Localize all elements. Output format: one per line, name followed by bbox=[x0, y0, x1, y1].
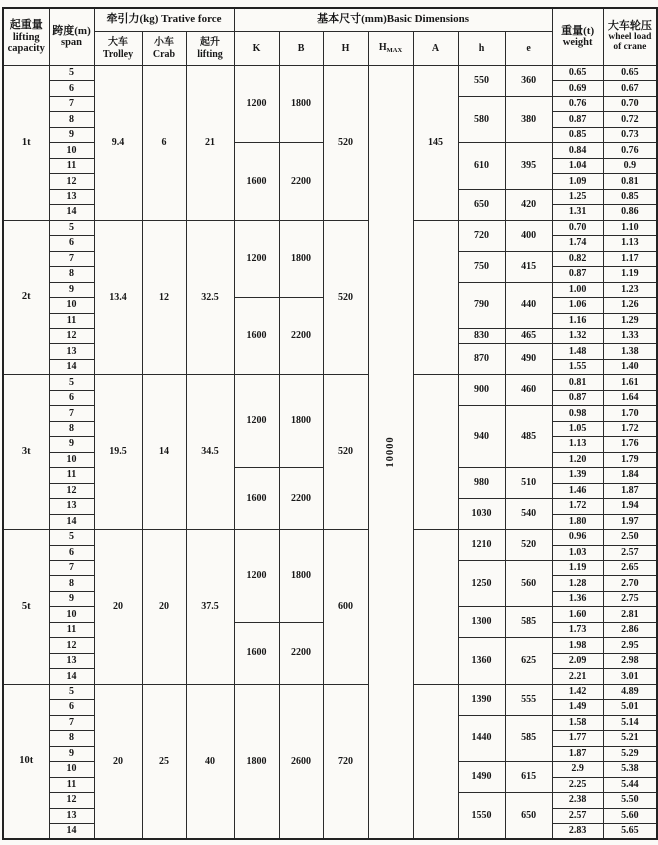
header-weight-zh: 重量(t) bbox=[561, 24, 595, 37]
wheel-load-cell: 0.73 bbox=[603, 127, 657, 142]
wheel-load-cell: 2.98 bbox=[603, 653, 657, 668]
weight-cell: 1.20 bbox=[552, 452, 603, 467]
wheel-load-cell: 0.70 bbox=[603, 96, 657, 111]
dim-b-cell: 2200 bbox=[279, 143, 323, 220]
weight-cell: 1.72 bbox=[552, 499, 603, 514]
table-row bbox=[3, 66, 657, 81]
wheel-load-cell: 5.14 bbox=[603, 715, 657, 730]
trolley-force-cell: 20 bbox=[94, 684, 142, 839]
dim-e-cell: 650 bbox=[505, 793, 552, 840]
wheel-load-cell: 5.50 bbox=[603, 793, 657, 808]
wheel-load-cell: 1.38 bbox=[603, 344, 657, 359]
span-cell: 7 bbox=[49, 251, 94, 266]
wheel-load-cell: 5.44 bbox=[603, 777, 657, 792]
span-cell: 5 bbox=[49, 220, 94, 235]
span-cell: 10 bbox=[49, 607, 94, 622]
dim-e-cell: 585 bbox=[505, 715, 552, 761]
dim-e-cell: 585 bbox=[505, 607, 552, 638]
trolley-force-cell: 20 bbox=[94, 530, 142, 685]
table-row bbox=[3, 684, 657, 699]
table-header bbox=[3, 8, 657, 66]
wheel-load-cell: 1.94 bbox=[603, 499, 657, 514]
header-wheel-load bbox=[603, 8, 657, 66]
wheel-load-cell: 1.61 bbox=[603, 375, 657, 390]
dim-a-cell bbox=[413, 375, 458, 530]
wheel-load-cell: 1.70 bbox=[603, 406, 657, 421]
weight-cell: 1.74 bbox=[552, 236, 603, 251]
wheel-load-cell: 1.40 bbox=[603, 359, 657, 374]
dim-e-cell: 555 bbox=[505, 684, 552, 715]
dim-b-cell: 2200 bbox=[279, 298, 323, 375]
wheel-load-cell: 0.67 bbox=[603, 81, 657, 96]
span-cell: 12 bbox=[49, 638, 94, 653]
dim-h-cell: 520 bbox=[323, 66, 368, 221]
weight-cell: 0.98 bbox=[552, 406, 603, 421]
weight-cell: 0.85 bbox=[552, 127, 603, 142]
subheader-lifting: 起升lifting bbox=[186, 32, 234, 66]
span-cell: 8 bbox=[49, 731, 94, 746]
wheel-load-cell: 4.89 bbox=[603, 684, 657, 699]
dim-h-small-cell: 580 bbox=[458, 96, 505, 142]
dim-k-cell: 1600 bbox=[234, 298, 279, 375]
dim-h-small-cell: 940 bbox=[458, 406, 505, 468]
dim-e-cell: 520 bbox=[505, 530, 552, 561]
weight-cell: 0.84 bbox=[552, 143, 603, 158]
span-cell: 11 bbox=[49, 777, 94, 792]
dim-e-cell: 460 bbox=[505, 375, 552, 406]
span-cell: 7 bbox=[49, 406, 94, 421]
dim-k-cell: 1600 bbox=[234, 143, 279, 220]
wheel-load-cell: 5.65 bbox=[603, 823, 657, 839]
wheel-load-cell: 1.97 bbox=[603, 514, 657, 529]
capacity-cell: 3t bbox=[3, 375, 49, 530]
dim-k-cell: 1200 bbox=[234, 220, 279, 297]
hmax-value: 10000 bbox=[384, 436, 396, 468]
span-cell: 13 bbox=[49, 344, 94, 359]
span-cell: 5 bbox=[49, 530, 94, 545]
wheel-load-cell: 5.38 bbox=[603, 762, 657, 777]
dim-h-small-cell: 550 bbox=[458, 66, 505, 97]
subheader-h: H bbox=[323, 32, 368, 66]
subheader-trolley: 大车Trolley bbox=[94, 32, 142, 66]
header-wheel-load-en2: of crane bbox=[613, 41, 647, 52]
weight-cell: 0.82 bbox=[552, 251, 603, 266]
weight-cell: 1.60 bbox=[552, 607, 603, 622]
header-wheel-load-en1: wheel load bbox=[608, 31, 652, 42]
dim-b-cell: 2200 bbox=[279, 468, 323, 530]
span-cell: 6 bbox=[49, 700, 94, 715]
dim-e-cell: 540 bbox=[505, 499, 552, 530]
span-cell: 9 bbox=[49, 127, 94, 142]
weight-cell: 1.39 bbox=[552, 468, 603, 483]
weight-cell: 1.46 bbox=[552, 483, 603, 498]
dim-h-small-cell: 750 bbox=[458, 251, 505, 282]
wheel-load-cell: 1.29 bbox=[603, 313, 657, 328]
weight-cell: 0.65 bbox=[552, 66, 603, 81]
span-cell: 5 bbox=[49, 66, 94, 81]
subheader-b: B bbox=[279, 32, 323, 66]
subheader-e: e bbox=[505, 32, 552, 66]
wheel-load-cell: 2.75 bbox=[603, 591, 657, 606]
weight-cell: 1.19 bbox=[552, 561, 603, 576]
wheel-load-cell: 1.23 bbox=[603, 282, 657, 297]
dim-a-cell: 145 bbox=[413, 66, 458, 221]
dim-h-small-cell: 1550 bbox=[458, 793, 505, 840]
subheader-crab: 小车Crab bbox=[142, 32, 186, 66]
crane-spec-table bbox=[2, 7, 658, 840]
dim-e-cell: 395 bbox=[505, 143, 552, 189]
wheel-load-cell: 5.21 bbox=[603, 731, 657, 746]
weight-cell: 2.09 bbox=[552, 653, 603, 668]
weight-cell: 0.87 bbox=[552, 267, 603, 282]
dim-e-cell: 490 bbox=[505, 344, 552, 375]
weight-cell: 1.28 bbox=[552, 576, 603, 591]
header-trative-force: 牵引力(kg) Trative force bbox=[94, 8, 234, 32]
weight-cell: 2.38 bbox=[552, 793, 603, 808]
span-cell: 6 bbox=[49, 236, 94, 251]
hmax-base: H bbox=[378, 42, 387, 54]
span-cell: 11 bbox=[49, 468, 94, 483]
hmax-subscript: MAX bbox=[386, 47, 403, 55]
wheel-load-cell: 2.65 bbox=[603, 561, 657, 576]
dim-e-cell: 615 bbox=[505, 762, 552, 793]
wheel-load-cell: 0.86 bbox=[603, 205, 657, 220]
dim-h-cell: 720 bbox=[323, 684, 368, 839]
span-cell: 9 bbox=[49, 282, 94, 297]
weight-cell: 1.16 bbox=[552, 313, 603, 328]
weight-cell: 1.05 bbox=[552, 421, 603, 436]
dim-e-cell: 380 bbox=[505, 96, 552, 142]
header-span-zh: 跨度(m) bbox=[52, 24, 91, 37]
wheel-load-cell: 3.01 bbox=[603, 669, 657, 684]
dim-h-small-cell: 1210 bbox=[458, 530, 505, 561]
weight-cell: 1.03 bbox=[552, 545, 603, 560]
span-cell: 5 bbox=[49, 375, 94, 390]
lifting-force-cell: 40 bbox=[186, 684, 234, 839]
wheel-load-cell: 1.13 bbox=[603, 236, 657, 251]
dim-h-small-cell: 720 bbox=[458, 220, 505, 251]
crab-force-cell: 6 bbox=[142, 66, 186, 221]
wheel-load-cell: 1.87 bbox=[603, 483, 657, 498]
wheel-load-cell: 1.19 bbox=[603, 267, 657, 282]
dim-h-small-cell: 1490 bbox=[458, 762, 505, 793]
dim-h-small-cell: 1390 bbox=[458, 684, 505, 715]
wheel-load-cell: 1.84 bbox=[603, 468, 657, 483]
dim-e-cell: 415 bbox=[505, 251, 552, 282]
dim-e-cell: 360 bbox=[505, 66, 552, 97]
dim-e-cell: 400 bbox=[505, 220, 552, 251]
table-body bbox=[3, 66, 657, 840]
span-cell: 9 bbox=[49, 437, 94, 452]
span-cell: 14 bbox=[49, 359, 94, 374]
dim-e-cell: 560 bbox=[505, 561, 552, 607]
weight-cell: 2.57 bbox=[552, 808, 603, 823]
lifting-force-cell: 37.5 bbox=[186, 530, 234, 685]
weight-cell: 2.83 bbox=[552, 823, 603, 839]
dim-a-cell bbox=[413, 684, 458, 839]
wheel-load-cell: 1.17 bbox=[603, 251, 657, 266]
dim-h-small-cell: 980 bbox=[458, 468, 505, 499]
lifting-force-cell: 21 bbox=[186, 66, 234, 221]
header-basic-dimensions: 基本尺寸(mm)Basic Dimensions bbox=[234, 8, 552, 32]
weight-cell: 1.49 bbox=[552, 700, 603, 715]
table-row bbox=[3, 220, 657, 235]
span-cell: 13 bbox=[49, 808, 94, 823]
span-cell: 5 bbox=[49, 684, 94, 699]
weight-cell: 1.25 bbox=[552, 189, 603, 204]
table-row bbox=[3, 530, 657, 545]
span-cell: 8 bbox=[49, 267, 94, 282]
wheel-load-cell: 2.86 bbox=[603, 622, 657, 637]
weight-cell: 1.09 bbox=[552, 174, 603, 189]
weight-cell: 0.96 bbox=[552, 530, 603, 545]
weight-cell: 0.87 bbox=[552, 390, 603, 405]
capacity-cell: 2t bbox=[3, 220, 49, 375]
dim-h-small-cell: 900 bbox=[458, 375, 505, 406]
wheel-load-cell: 1.64 bbox=[603, 390, 657, 405]
dim-k-cell: 1600 bbox=[234, 468, 279, 530]
weight-cell: 1.87 bbox=[552, 746, 603, 761]
weight-cell: 2.25 bbox=[552, 777, 603, 792]
subheader-hmax bbox=[368, 32, 413, 66]
dim-h-small-cell: 650 bbox=[458, 189, 505, 220]
subheader-h-small: h bbox=[458, 32, 505, 66]
header-lifting-capacity-en1: lifting bbox=[12, 31, 40, 43]
dim-h-cell: 600 bbox=[323, 530, 368, 685]
header-wheel-load-zh: 大车轮压 bbox=[607, 20, 652, 33]
weight-cell: 1.77 bbox=[552, 731, 603, 746]
span-cell: 7 bbox=[49, 561, 94, 576]
wheel-load-cell: 0.85 bbox=[603, 189, 657, 204]
trolley-force-cell: 19.5 bbox=[94, 375, 142, 530]
span-cell: 12 bbox=[49, 793, 94, 808]
subheader-k: K bbox=[234, 32, 279, 66]
weight-cell: 1.00 bbox=[552, 282, 603, 297]
wheel-load-cell: 5.01 bbox=[603, 700, 657, 715]
span-cell: 12 bbox=[49, 174, 94, 189]
dim-k-cell: 1200 bbox=[234, 530, 279, 623]
table-row bbox=[3, 375, 657, 390]
span-cell: 6 bbox=[49, 545, 94, 560]
wheel-load-cell: 2.95 bbox=[603, 638, 657, 653]
span-cell: 13 bbox=[49, 499, 94, 514]
header-lifting-capacity-en2: capacity bbox=[7, 42, 45, 54]
span-cell: 14 bbox=[49, 823, 94, 839]
wheel-load-cell: 2.70 bbox=[603, 576, 657, 591]
dim-b-cell: 1800 bbox=[279, 220, 323, 297]
wheel-load-cell: 1.33 bbox=[603, 328, 657, 343]
dim-h-cell: 520 bbox=[323, 220, 368, 375]
weight-cell: 1.58 bbox=[552, 715, 603, 730]
dim-h-small-cell: 1440 bbox=[458, 715, 505, 761]
span-cell: 13 bbox=[49, 653, 94, 668]
trolley-force-cell: 13.4 bbox=[94, 220, 142, 375]
span-cell: 11 bbox=[49, 313, 94, 328]
span-cell: 10 bbox=[49, 762, 94, 777]
span-cell: 10 bbox=[49, 143, 94, 158]
weight-cell: 0.70 bbox=[552, 220, 603, 235]
weight-cell: 2.21 bbox=[552, 669, 603, 684]
crab-force-cell: 25 bbox=[142, 684, 186, 839]
span-cell: 9 bbox=[49, 746, 94, 761]
dim-k-cell: 1600 bbox=[234, 622, 279, 684]
dim-k-cell: 1200 bbox=[234, 66, 279, 143]
wheel-load-cell: 1.79 bbox=[603, 452, 657, 467]
trolley-force-cell: 9.4 bbox=[94, 66, 142, 221]
wheel-load-cell: 1.10 bbox=[603, 220, 657, 235]
dim-a-cell bbox=[413, 220, 458, 375]
weight-cell: 1.32 bbox=[552, 328, 603, 343]
dim-k-cell: 1800 bbox=[234, 684, 279, 839]
weight-cell: 1.98 bbox=[552, 638, 603, 653]
wheel-load-cell: 5.60 bbox=[603, 808, 657, 823]
weight-cell: 1.80 bbox=[552, 514, 603, 529]
span-cell: 8 bbox=[49, 421, 94, 436]
weight-cell: 0.69 bbox=[552, 81, 603, 96]
capacity-cell: 10t bbox=[3, 684, 49, 839]
dim-b-cell: 2600 bbox=[279, 684, 323, 839]
dim-a-cell bbox=[413, 530, 458, 685]
dim-e-cell: 465 bbox=[505, 328, 552, 343]
span-cell: 8 bbox=[49, 112, 94, 127]
wheel-load-cell: 2.57 bbox=[603, 545, 657, 560]
span-cell: 12 bbox=[49, 328, 94, 343]
span-cell: 9 bbox=[49, 591, 94, 606]
wheel-load-cell: 2.81 bbox=[603, 607, 657, 622]
weight-cell: 0.81 bbox=[552, 375, 603, 390]
span-cell: 11 bbox=[49, 158, 94, 173]
dim-h-small-cell: 790 bbox=[458, 282, 505, 328]
lifting-force-cell: 34.5 bbox=[186, 375, 234, 530]
span-cell: 10 bbox=[49, 452, 94, 467]
header-lifting-capacity-zh: 起重量 bbox=[9, 19, 43, 32]
weight-cell: 1.13 bbox=[552, 437, 603, 452]
weight-cell: 1.04 bbox=[552, 158, 603, 173]
span-cell: 10 bbox=[49, 298, 94, 313]
span-cell: 14 bbox=[49, 205, 94, 220]
wheel-load-cell: 0.65 bbox=[603, 66, 657, 81]
dim-e-cell: 420 bbox=[505, 189, 552, 220]
dim-e-cell: 440 bbox=[505, 282, 552, 328]
header-weight bbox=[552, 8, 603, 66]
span-cell: 13 bbox=[49, 189, 94, 204]
weight-cell: 1.55 bbox=[552, 359, 603, 374]
span-cell: 6 bbox=[49, 81, 94, 96]
dim-h-small-cell: 1360 bbox=[458, 638, 505, 684]
span-cell: 7 bbox=[49, 96, 94, 111]
weight-cell: 1.36 bbox=[552, 591, 603, 606]
dim-b-cell: 2200 bbox=[279, 622, 323, 684]
wheel-load-cell: 1.26 bbox=[603, 298, 657, 313]
dim-h-small-cell: 1030 bbox=[458, 499, 505, 530]
span-cell: 14 bbox=[49, 514, 94, 529]
weight-cell: 1.06 bbox=[552, 298, 603, 313]
dim-h-small-cell: 1250 bbox=[458, 561, 505, 607]
crab-force-cell: 20 bbox=[142, 530, 186, 685]
dim-b-cell: 1800 bbox=[279, 375, 323, 468]
weight-cell: 1.73 bbox=[552, 622, 603, 637]
weight-cell: 1.48 bbox=[552, 344, 603, 359]
span-cell: 11 bbox=[49, 622, 94, 637]
span-cell: 8 bbox=[49, 576, 94, 591]
header-span-en: span bbox=[60, 37, 82, 49]
wheel-load-cell: 0.81 bbox=[603, 174, 657, 189]
wheel-load-cell: 1.76 bbox=[603, 437, 657, 452]
wheel-load-cell: 2.50 bbox=[603, 530, 657, 545]
weight-cell: 0.87 bbox=[552, 112, 603, 127]
dim-b-cell: 1800 bbox=[279, 66, 323, 143]
header-weight-en: weight bbox=[562, 37, 593, 49]
weight-cell: 1.42 bbox=[552, 684, 603, 699]
header-lifting-capacity bbox=[3, 8, 49, 66]
dim-h-cell: 520 bbox=[323, 375, 368, 530]
wheel-load-cell: 0.72 bbox=[603, 112, 657, 127]
wheel-load-cell: 0.9 bbox=[603, 158, 657, 173]
weight-cell: 1.31 bbox=[552, 205, 603, 220]
dim-e-cell: 625 bbox=[505, 638, 552, 684]
wheel-load-cell: 0.76 bbox=[603, 143, 657, 158]
dim-b-cell: 1800 bbox=[279, 530, 323, 623]
header-span bbox=[49, 8, 94, 66]
wheel-load-cell: 5.29 bbox=[603, 746, 657, 761]
dim-e-cell: 510 bbox=[505, 468, 552, 499]
weight-cell: 2.9 bbox=[552, 762, 603, 777]
dim-h-small-cell: 830 bbox=[458, 328, 505, 343]
capacity-cell: 1t bbox=[3, 66, 49, 221]
dim-h-small-cell: 1300 bbox=[458, 607, 505, 638]
capacity-cell: 5t bbox=[3, 530, 49, 685]
dim-h-small-cell: 870 bbox=[458, 344, 505, 375]
span-cell: 6 bbox=[49, 390, 94, 405]
crab-force-cell: 14 bbox=[142, 375, 186, 530]
crab-force-cell: 12 bbox=[142, 220, 186, 375]
weight-cell: 0.76 bbox=[552, 96, 603, 111]
span-cell: 14 bbox=[49, 669, 94, 684]
lifting-force-cell: 32.5 bbox=[186, 220, 234, 375]
span-cell: 12 bbox=[49, 483, 94, 498]
subheader-a: A bbox=[413, 32, 458, 66]
span-cell: 7 bbox=[49, 715, 94, 730]
wheel-load-cell: 1.72 bbox=[603, 421, 657, 436]
dim-k-cell: 1200 bbox=[234, 375, 279, 468]
dim-hmax-cell bbox=[368, 66, 413, 840]
dim-h-small-cell: 610 bbox=[458, 143, 505, 189]
dim-e-cell: 485 bbox=[505, 406, 552, 468]
